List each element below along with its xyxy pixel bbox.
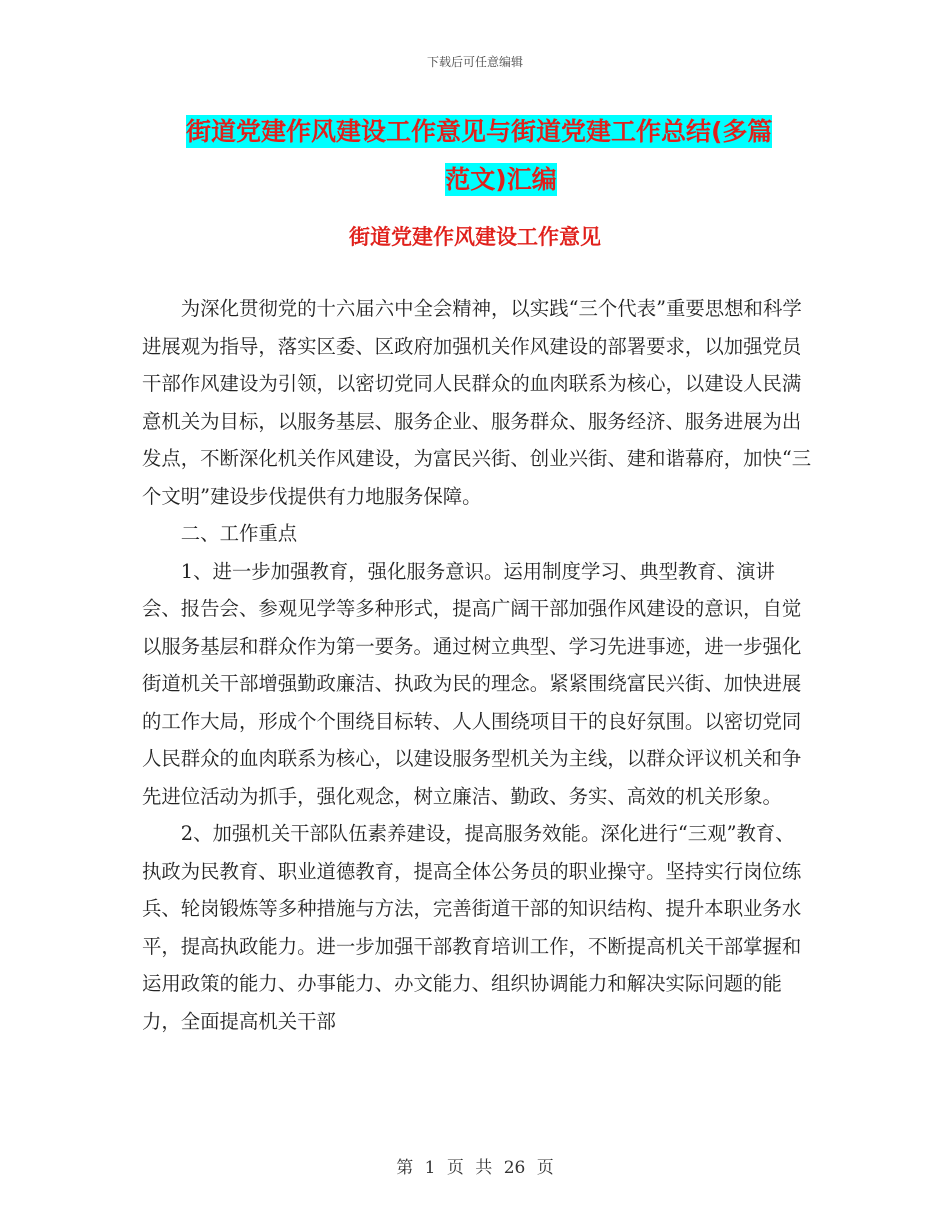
title-line-1 [186, 108, 816, 156]
paragraph-item-1: 1、进一步加强教育，强化服务意识。运用制度学习、典型教育、演讲会、报告会、参观见学等多种形式，提高广阔干部加强作风建设的意识，自觉以服务基层和群众作为第一要务。通过树立典型、学习先进事迹，进一步强化街道机关干部增强勤政廉洁、执政为民的理念。紧紧围绕富民兴街、加快进展的工作大局，形成个个围绕目标转、人人围绕项目干的良好氛围。以密切党同人民群众的血肉联系为核心，以建设服务型机关为主线，以群众评议机关和争先进位活动为抓手，强化观念，树立廉洁、勤政、务实、高效的机关形象。 [142, 559, 802, 808]
document-title [186, 108, 816, 204]
document-body [142, 290, 812, 1040]
section-title: 街道党建作风建设工作意见 [349, 225, 601, 249]
paragraph-heading-work-focus: 二、工作重点 [180, 522, 298, 545]
title-highlight-2: 范文)汇编 [445, 165, 557, 194]
header-note: 下载后可任意编辑 [426, 55, 523, 69]
title-highlight-1: 街道党建作风建设工作意见与街道党建工作总结(多篇 [186, 117, 773, 146]
title-line-2 [186, 156, 816, 204]
page-footer: 第 1 页 共 26 页 [396, 1158, 554, 1178]
paragraph-item-2: 2、加强机关干部队伍素养建设，提高服务效能。深化进行“三观”教育、执政为民教育、职业道德教育，提高全体公务员的职业操守。坚持实行岗位练兵、轮岗锻炼等多种措施与方法，完善街道干部的知识结构、提升本职业务水平，提高执政能力。进一步加强干部教育培训工作，不断提高机关干部掌握和运用政策的能力、办事能力、办文能力、组织协调能力和解决实际问题的能力，全面提高机关干部 [142, 822, 802, 1033]
paragraph-intro: 为深化贯彻党的十六届六中全会精神，以实践“三个代表”重要思想和科学进展观为指导，落实区委、区政府加强机关作风建设的部署要求，以加强党员干部作风建设为引领，以密切党同人民群众的血肉联系为核心，以建设人民满意机关为目标，以服务基层、服务企业、服务群众、服务经济、服务进展为出发点，不断深化机关作风建设，为富民兴街、创业兴街、建和谐幕府，加快“三个文明”建设步伐提供有力地服务保障。 [142, 297, 812, 508]
